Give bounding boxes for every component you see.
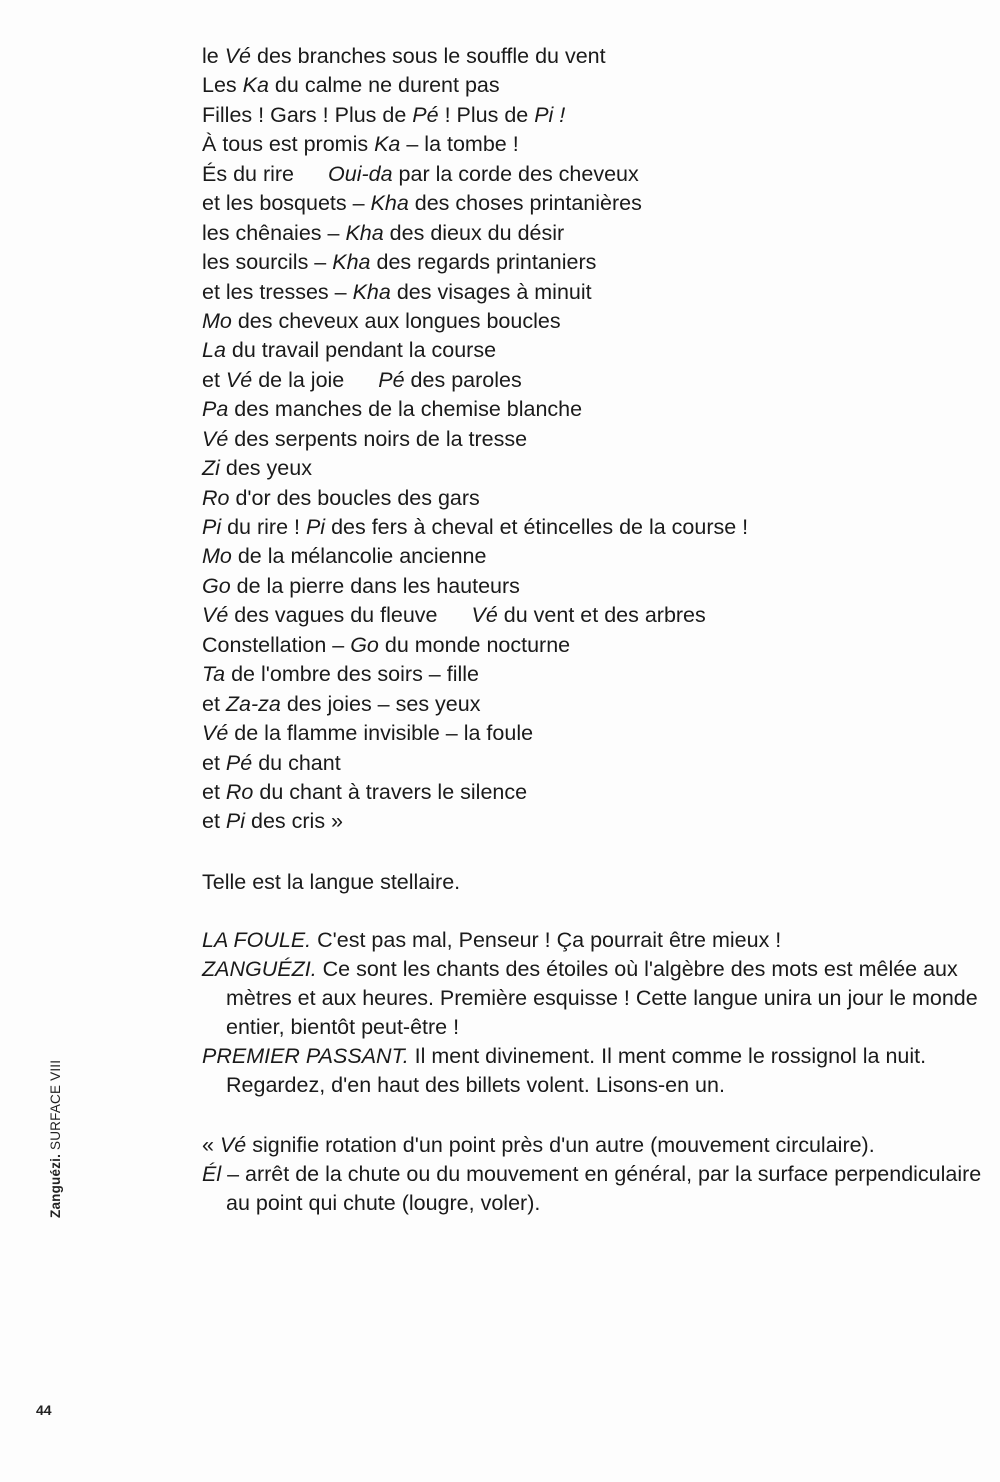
- poem-italic-run: Ro: [225, 779, 254, 804]
- poem-italic-run: Pi: [202, 515, 222, 539]
- poem-italic-run: Vé: [471, 603, 498, 628]
- definition-el: [202, 1160, 982, 1218]
- poem-italic-run: La: [202, 338, 226, 363]
- poem-run: des vagues du fleuve: [228, 603, 438, 628]
- speaker-name: LA FOULE.: [202, 928, 312, 952]
- definition-ve: [202, 1131, 982, 1160]
- poem-italic-run: Go: [202, 573, 231, 598]
- poem-line: [202, 189, 942, 218]
- poem-run: És du rire: [202, 161, 295, 186]
- poem-italic-run: Go: [350, 632, 379, 657]
- poem-line: [202, 160, 942, 189]
- poem-line: [202, 807, 942, 836]
- poem-italic-run: Pi: [225, 809, 246, 834]
- poem-italic-run: Vé: [202, 721, 229, 746]
- poem-run: de la mélancolie ancienne: [231, 544, 487, 569]
- poem-run: des joies – ses yeux: [280, 691, 481, 716]
- poem-run: de la joie: [252, 367, 345, 392]
- poem-line: [202, 690, 942, 719]
- poem-run: des paroles: [404, 367, 522, 392]
- poem-italic-run: Pi !: [534, 102, 566, 127]
- poem-line: [202, 484, 942, 513]
- dialogue-text: C'est pas mal, Penseur ! Ça pourrait être mieux !: [311, 928, 782, 952]
- poem-italic-run: Vé: [202, 603, 229, 628]
- poem-line: [202, 572, 942, 601]
- poem-run: de la flamme invisible – la foule: [228, 721, 534, 746]
- poem-italic-run: Ka: [242, 73, 269, 98]
- poem-run: d'or des boucles des gars: [229, 485, 480, 510]
- closing-paragraph: [202, 868, 982, 897]
- poem-italic-run: Mo: [202, 544, 232, 569]
- poem-line: [202, 778, 942, 807]
- poem-line: [202, 601, 942, 630]
- poem-italic-run: Vé: [224, 44, 252, 68]
- poem-italic-run: Ka: [374, 132, 401, 157]
- poem-run: des regards printaniers: [370, 250, 597, 275]
- poem-run: et: [202, 367, 226, 392]
- running-head: [48, 1058, 68, 1218]
- poem-line: [202, 631, 942, 660]
- poem-italic-run: Pé: [225, 750, 253, 775]
- poem-run: les sourcils –: [202, 250, 333, 275]
- poem-run: des dieux du désir: [383, 220, 565, 245]
- poem-italic-run: Ta: [202, 662, 226, 687]
- running-head-section: SURFACE VIII: [48, 1059, 63, 1154]
- poem-run: des cheveux aux longues boucles: [231, 308, 561, 333]
- poem-run: des cris »: [245, 809, 344, 834]
- page-number: 44: [36, 1402, 52, 1418]
- poem-block: [202, 42, 942, 837]
- poem-run: de la pierre dans les hauteurs: [230, 573, 520, 598]
- poem-line: [202, 101, 942, 130]
- poem-run: et: [202, 691, 226, 716]
- poem-italic-run: Kha: [370, 191, 409, 216]
- definitions-block: [202, 1131, 982, 1218]
- poem-run: par la corde des cheveux: [392, 161, 639, 186]
- poem-run: ! Plus de: [438, 102, 535, 127]
- poem-line: [202, 454, 942, 483]
- definition-term: Él: [202, 1162, 222, 1186]
- dialogue-line-la-foule: [202, 926, 982, 955]
- poem-run: des serpents noirs de la tresse: [228, 426, 528, 451]
- poem-run: et: [202, 779, 226, 804]
- poem-line: [202, 307, 942, 336]
- poem-run: Constellation –: [202, 632, 351, 657]
- dialogue-line-zanguezi: [202, 955, 982, 1042]
- poem-run: du chant: [252, 750, 341, 775]
- poem-italic-run: Za-za: [225, 691, 281, 716]
- poem-line: [202, 513, 942, 542]
- poem-run: des branches sous le souffle du vent: [251, 44, 606, 68]
- poem-italic-run: Ro: [202, 485, 230, 510]
- running-head-title: Zanguézi.: [48, 1153, 63, 1218]
- speaker-name: PREMIER PASSANT.: [202, 1044, 409, 1068]
- poem-italic-run: Kha: [352, 279, 391, 304]
- poem-line: [202, 130, 942, 159]
- poem-italic-run: Pi: [305, 515, 326, 539]
- poem-run: les chênaies –: [202, 220, 346, 245]
- poem-italic-run: Vé: [225, 367, 253, 392]
- definition-term: Vé: [219, 1133, 247, 1157]
- closing-line: Telle est la langue stellaire.: [202, 870, 461, 894]
- poem-line: [202, 71, 942, 100]
- poem-italic-run: Oui-da: [328, 161, 393, 186]
- poem-run: le: [202, 44, 225, 68]
- poem-run: et les bosquets –: [202, 191, 371, 216]
- poem-line: [202, 248, 942, 277]
- dialogue-text: Il ment divinement. Il ment comme le rossignol la nuit. Regardez, d'en haut des billets volent. Lisons-en un.: [226, 1044, 927, 1097]
- poem-italic-run: Pé: [378, 367, 405, 392]
- poem-line: [202, 719, 942, 748]
- poem-line: [202, 660, 942, 689]
- poem-italic-run: Pa: [202, 397, 229, 422]
- poem-run: Filles ! Gars ! Plus de: [202, 102, 413, 127]
- poem-line: [202, 336, 942, 365]
- poem-run: – la tombe !: [400, 132, 519, 157]
- poem-run: des yeux: [219, 456, 312, 481]
- speaker-name: ZANGUÉZI.: [202, 957, 317, 981]
- poem-italic-run: Kha: [332, 250, 371, 275]
- poem-run: du travail pendant la course: [225, 338, 497, 363]
- definition-lead: «: [202, 1133, 220, 1157]
- poem-line: [202, 395, 942, 424]
- dialogue-text: Ce sont les chants des étoiles où l'algèbre des mots est mêlée aux mètres et aux heures. Première esquisse ! Cette langue unira un jour le monde entier, bientôt peut-être !: [226, 957, 978, 1039]
- poem-line: [202, 366, 942, 395]
- dialogue-line-premier-passant: [202, 1042, 982, 1100]
- dialogue-block: [202, 926, 982, 1100]
- definition-text: – arrêt de la chute ou du mouvement en général, par la surface perpendiculaire au point qui chute (lougre, voler).: [221, 1162, 982, 1215]
- definition-text: signifie rotation d'un point près d'un autre (mouvement circulaire).: [246, 1133, 875, 1157]
- poem-run: Les: [202, 73, 243, 98]
- poem-line: [202, 542, 942, 571]
- poem-italic-run: Zi: [202, 456, 220, 481]
- poem-italic-run: Kha: [345, 220, 384, 245]
- poem-italic-run: Vé: [202, 426, 229, 451]
- poem-run: et: [202, 809, 226, 834]
- poem-run: des choses printanières: [408, 191, 642, 216]
- poem-run: des visages à minuit: [390, 279, 592, 304]
- poem-run: du vent et des arbres: [497, 603, 706, 628]
- poem-italic-run: Mo: [202, 308, 232, 333]
- poem-run: du monde nocturne: [378, 632, 571, 657]
- poem-run: des fers à cheval et étincelles de la course !: [325, 515, 749, 539]
- poem-run: des manches de la chemise blanche: [228, 397, 583, 422]
- poem-line: [202, 42, 942, 71]
- poem-line: [202, 749, 942, 778]
- poem-run: du rire !: [221, 515, 306, 539]
- poem-run: et les tresses –: [202, 279, 353, 304]
- poem-line: [202, 425, 942, 454]
- poem-line: [202, 219, 942, 248]
- poem-run: À tous est promis: [202, 132, 375, 157]
- poem-italic-run: Pé: [412, 102, 439, 127]
- poem-run: et: [202, 750, 226, 775]
- poem-run: de l'ombre des soirs – fille: [225, 662, 479, 687]
- poem-run: du chant à travers le silence: [253, 779, 528, 804]
- poem-run: du calme ne durent pas: [268, 73, 500, 98]
- poem-line: [202, 278, 942, 307]
